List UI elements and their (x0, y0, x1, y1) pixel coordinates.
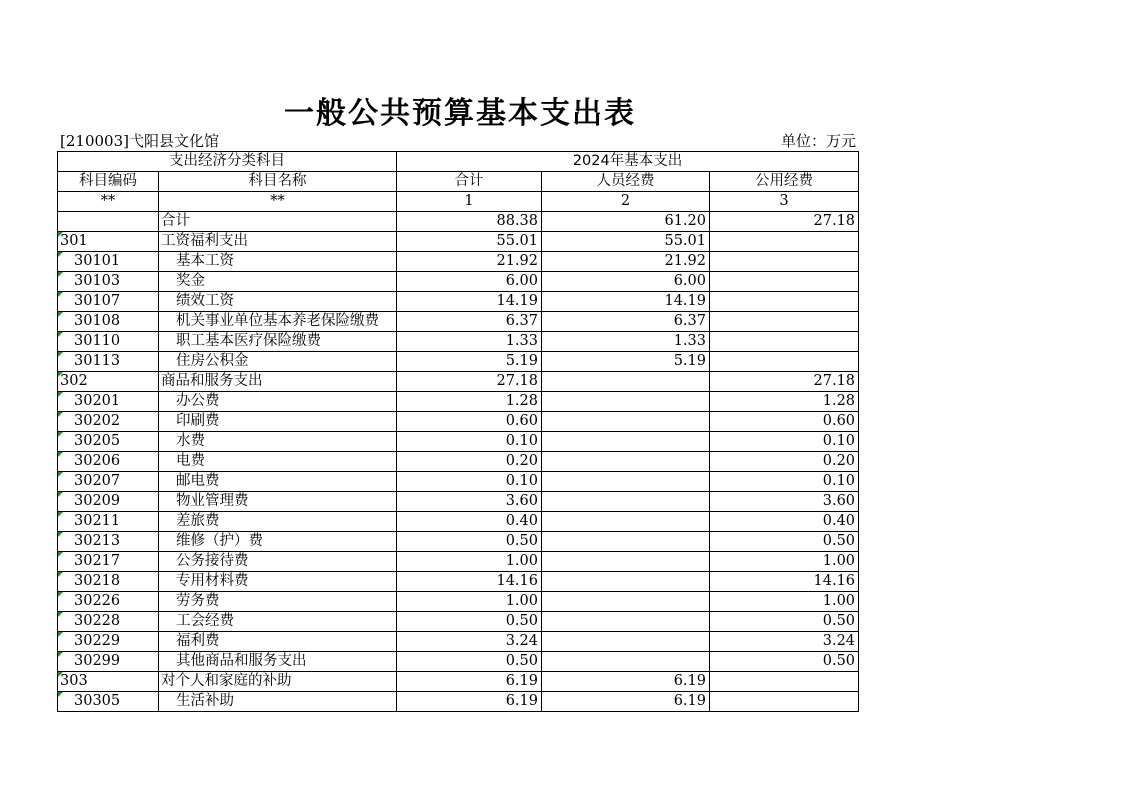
cell-code: 30211 (58, 512, 159, 532)
cell-personnel (542, 492, 710, 512)
cell-public (710, 692, 859, 712)
cell-code: 30205 (58, 432, 159, 452)
cell-total: 1.00 (397, 552, 542, 572)
cell-personnel: 55.01 (542, 232, 710, 252)
cell-code: 30202 (58, 412, 159, 432)
cell-public: 0.10 (710, 432, 859, 452)
cell-public: 0.20 (710, 452, 859, 472)
cell-code: 30113 (58, 352, 159, 372)
cell-personnel: 61.20 (542, 212, 710, 232)
cell-personnel (542, 392, 710, 412)
cell-total: 0.10 (397, 432, 542, 452)
cell-personnel: 6.19 (542, 692, 710, 712)
table-row (58, 372, 859, 392)
budget-table (57, 151, 859, 712)
cell-total: 6.19 (397, 692, 542, 712)
table-row (58, 452, 859, 472)
cell-total: 0.20 (397, 452, 542, 472)
cell-name: 公务接待费 (159, 552, 397, 572)
cell-name: 基本工资 (159, 252, 397, 272)
cell-name: 生活补助 (159, 692, 397, 712)
header-group-row (58, 152, 859, 172)
cell-public: 14.16 (710, 572, 859, 592)
table-row (58, 392, 859, 412)
cell-name: 电费 (159, 452, 397, 472)
cell-public (710, 352, 859, 372)
table-row (58, 472, 859, 492)
cell-total: 27.18 (397, 372, 542, 392)
cell-name: 办公费 (159, 392, 397, 412)
cell-personnel: 5.19 (542, 352, 710, 372)
cell-public: 0.60 (710, 412, 859, 432)
table-row (58, 292, 859, 312)
cell-personnel: 14.19 (542, 292, 710, 312)
cell-personnel: 6.37 (542, 312, 710, 332)
cell-name: 维修（护）费 (159, 532, 397, 552)
table-row (58, 612, 859, 632)
cell-public (710, 252, 859, 272)
cell-code: 30229 (58, 632, 159, 652)
index-name: ** (159, 192, 397, 212)
table-row (58, 512, 859, 532)
header-public: 公用经费 (710, 172, 859, 192)
table-row (58, 212, 859, 232)
unit-label: 单位：万元 (780, 132, 856, 150)
cell-public: 1.00 (710, 592, 859, 612)
cell-personnel (542, 432, 710, 452)
cell-name: 对个人和家庭的补助 (159, 672, 397, 692)
cell-name: 机关事业单位基本养老保险缴费 (159, 312, 397, 332)
cell-public (710, 272, 859, 292)
cell-total: 6.37 (397, 312, 542, 332)
cell-code: 30299 (58, 652, 159, 672)
cell-total: 6.00 (397, 272, 542, 292)
cell-name: 差旅费 (159, 512, 397, 532)
cell-name: 印刷费 (159, 412, 397, 432)
index-personnel: 2 (542, 192, 710, 212)
cell-public (710, 292, 859, 312)
table-row (58, 672, 859, 692)
cell-total: 88.38 (397, 212, 542, 232)
header-group-left: 支出经济分类科目 (58, 152, 397, 172)
organization-label: [210003]弋阳县文化馆 (60, 132, 219, 150)
table-row (58, 352, 859, 372)
cell-code: 303 (58, 672, 159, 692)
cell-public: 0.50 (710, 652, 859, 672)
table-row (58, 272, 859, 292)
cell-public (710, 312, 859, 332)
cell-name: 水费 (159, 432, 397, 452)
cell-personnel (542, 412, 710, 432)
cell-personnel (542, 572, 710, 592)
cell-code (58, 212, 159, 232)
cell-name: 住房公积金 (159, 352, 397, 372)
table-row (58, 632, 859, 652)
cell-name: 福利费 (159, 632, 397, 652)
cell-public (710, 332, 859, 352)
cell-personnel (542, 612, 710, 632)
header-name: 科目名称 (159, 172, 397, 192)
cell-total: 1.00 (397, 592, 542, 612)
cell-public: 1.00 (710, 552, 859, 572)
cell-code: 30213 (58, 532, 159, 552)
cell-code: 30101 (58, 252, 159, 272)
header-total: 合计 (397, 172, 542, 192)
table-row (58, 572, 859, 592)
index-public: 3 (710, 192, 859, 212)
cell-code: 30228 (58, 612, 159, 632)
header-column-row (58, 172, 859, 192)
cell-total: 1.33 (397, 332, 542, 352)
table-row (58, 412, 859, 432)
cell-total: 6.19 (397, 672, 542, 692)
cell-personnel (542, 652, 710, 672)
cell-total: 5.19 (397, 352, 542, 372)
header-personnel: 人员经费 (542, 172, 710, 192)
cell-total: 0.10 (397, 472, 542, 492)
cell-name: 商品和服务支出 (159, 372, 397, 392)
table-row (58, 592, 859, 612)
cell-public: 1.28 (710, 392, 859, 412)
cell-code: 30218 (58, 572, 159, 592)
cell-personnel (542, 512, 710, 532)
table-row (58, 692, 859, 712)
cell-total: 1.28 (397, 392, 542, 412)
table-row (58, 432, 859, 452)
cell-code: 30305 (58, 692, 159, 712)
cell-public: 0.40 (710, 512, 859, 532)
cell-code: 30209 (58, 492, 159, 512)
header-group-right: 2024年基本支出 (397, 152, 859, 172)
cell-personnel (542, 552, 710, 572)
table-row (58, 332, 859, 352)
cell-personnel: 6.00 (542, 272, 710, 292)
cell-name: 绩效工资 (159, 292, 397, 312)
cell-total: 3.24 (397, 632, 542, 652)
cell-public: 3.24 (710, 632, 859, 652)
cell-name: 合计 (159, 212, 397, 232)
cell-public: 0.10 (710, 472, 859, 492)
cell-public: 0.50 (710, 612, 859, 632)
cell-name: 工会经费 (159, 612, 397, 632)
cell-total: 21.92 (397, 252, 542, 272)
cell-code: 301 (58, 232, 159, 252)
table-row (58, 232, 859, 252)
table-row (58, 492, 859, 512)
cell-personnel (542, 372, 710, 392)
cell-code: 30217 (58, 552, 159, 572)
table-row (58, 312, 859, 332)
cell-code: 30206 (58, 452, 159, 472)
cell-name: 邮电费 (159, 472, 397, 492)
cell-total: 0.50 (397, 612, 542, 632)
cell-total: 0.40 (397, 512, 542, 532)
cell-code: 30207 (58, 472, 159, 492)
cell-code: 30110 (58, 332, 159, 352)
cell-personnel: 1.33 (542, 332, 710, 352)
cell-public: 27.18 (710, 372, 859, 392)
cell-code: 30226 (58, 592, 159, 612)
table-row (58, 552, 859, 572)
header-code: 科目编码 (58, 172, 159, 192)
cell-total: 14.16 (397, 572, 542, 592)
cell-public: 0.50 (710, 532, 859, 552)
cell-code: 30107 (58, 292, 159, 312)
cell-personnel (542, 532, 710, 552)
cell-name: 物业管理费 (159, 492, 397, 512)
cell-total: 0.60 (397, 412, 542, 432)
cell-personnel (542, 632, 710, 652)
cell-personnel (542, 592, 710, 612)
table-row (58, 652, 859, 672)
cell-total: 0.50 (397, 532, 542, 552)
cell-code: 30103 (58, 272, 159, 292)
index-code: ** (58, 192, 159, 212)
cell-public (710, 672, 859, 692)
cell-total: 55.01 (397, 232, 542, 252)
cell-code: 30108 (58, 312, 159, 332)
table-row (58, 532, 859, 552)
cell-name: 劳务费 (159, 592, 397, 612)
cell-personnel: 6.19 (542, 672, 710, 692)
cell-name: 其他商品和服务支出 (159, 652, 397, 672)
cell-total: 14.19 (397, 292, 542, 312)
cell-name: 工资福利支出 (159, 232, 397, 252)
table-row (58, 252, 859, 272)
header-index-row (58, 192, 859, 212)
cell-name: 专用材料费 (159, 572, 397, 592)
cell-name: 奖金 (159, 272, 397, 292)
cell-total: 0.50 (397, 652, 542, 672)
cell-name: 职工基本医疗保险缴费 (159, 332, 397, 352)
cell-public (710, 232, 859, 252)
index-total: 1 (397, 192, 542, 212)
cell-personnel (542, 472, 710, 492)
cell-personnel (542, 452, 710, 472)
cell-code: 302 (58, 372, 159, 392)
cell-personnel: 21.92 (542, 252, 710, 272)
cell-total: 3.60 (397, 492, 542, 512)
report-title: 一般公共预算基本支出表 (284, 96, 636, 131)
cell-public: 27.18 (710, 212, 859, 232)
cell-code: 30201 (58, 392, 159, 412)
cell-public: 3.60 (710, 492, 859, 512)
